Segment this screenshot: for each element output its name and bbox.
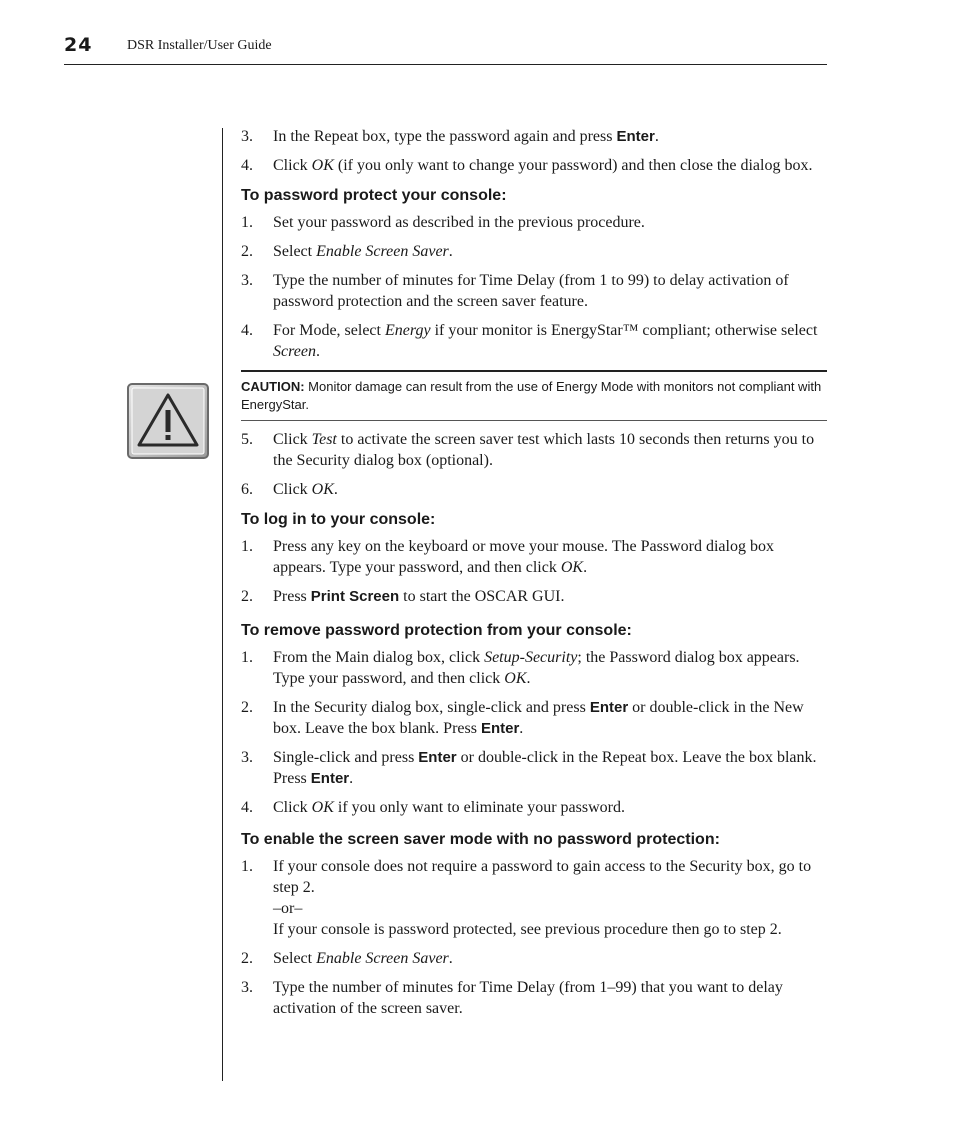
step-text: . bbox=[526, 670, 531, 687]
list-item bbox=[241, 797, 827, 818]
step-text: Click bbox=[273, 799, 312, 816]
step-number: 3. bbox=[241, 272, 253, 289]
step-number: 2. bbox=[241, 699, 253, 716]
list-item bbox=[241, 429, 827, 471]
step-text: . bbox=[519, 720, 524, 737]
key-name: Enter bbox=[310, 770, 350, 787]
step-text: Set your password as described in the previous procedure. bbox=[273, 214, 645, 231]
list-item bbox=[241, 647, 827, 689]
step-text: . bbox=[448, 950, 453, 967]
list-item bbox=[241, 320, 827, 362]
step-number: 1. bbox=[241, 858, 253, 875]
key-name: Enter bbox=[480, 720, 520, 737]
list-item bbox=[241, 697, 827, 739]
step-text: . bbox=[349, 770, 354, 787]
key-name: Enter bbox=[589, 699, 629, 716]
step-number: 2. bbox=[241, 950, 253, 967]
step-text: Single-click and press bbox=[273, 749, 419, 766]
step-text: From the Main dialog box, click bbox=[273, 649, 485, 666]
step-text: In the Security dialog box, single-click and press bbox=[273, 699, 590, 716]
step-number: 4. bbox=[241, 157, 253, 174]
step-text: . bbox=[448, 243, 453, 260]
step-text: ; the Password dialog box appears. Type your password, and then click bbox=[273, 649, 800, 687]
step-text: to start the OSCAR GUI. bbox=[399, 588, 565, 605]
list-item bbox=[241, 212, 827, 233]
list-item bbox=[241, 241, 827, 262]
step-text: . bbox=[315, 343, 320, 360]
step-text: or double-click in the Repeat box. Leave the box blank. Press bbox=[273, 749, 817, 787]
ui-term: Screen bbox=[273, 343, 316, 360]
ui-term: OK bbox=[311, 799, 334, 816]
list-item bbox=[241, 270, 827, 312]
step-number: 2. bbox=[241, 588, 253, 605]
step-number: 1. bbox=[241, 538, 253, 555]
step-number: 3. bbox=[241, 749, 253, 766]
step-text: . bbox=[654, 128, 659, 145]
step-text: if your monitor is EnergyStar™ compliant; otherwise select bbox=[430, 322, 818, 339]
section-heading: To enable the screen saver mode with no password protection: bbox=[241, 831, 720, 848]
step-text: Press any key on the keyboard or move your mouse. The Password dialog box appears. Type your password, and then click bbox=[273, 538, 774, 576]
ui-term: Enable Screen Saver bbox=[316, 950, 449, 967]
list-item bbox=[241, 536, 827, 578]
step-number: 4. bbox=[241, 799, 253, 816]
step-text: (if you only want to change your password) and then close the dialog box. bbox=[333, 157, 813, 174]
key-name: Print Screen bbox=[310, 588, 400, 605]
step-text: Click bbox=[273, 431, 312, 448]
step-text: Press bbox=[273, 588, 311, 605]
step-text: Click bbox=[273, 481, 312, 498]
page-content bbox=[241, 126, 827, 1027]
step-number: 4. bbox=[241, 322, 253, 339]
key-name: Enter bbox=[616, 128, 655, 145]
section-heading: To password protect your console: bbox=[241, 187, 507, 204]
ui-term: Enable Screen Saver bbox=[316, 243, 449, 260]
ui-term: Energy bbox=[384, 322, 431, 339]
list-item bbox=[241, 747, 827, 789]
step-text: to activate the screen saver test which lasts 10 seconds then returns you to the Security dialog box (optional). bbox=[273, 431, 815, 469]
caution-note bbox=[241, 370, 827, 421]
key-name: Enter bbox=[418, 749, 457, 766]
step-text: If your console is password protected, see previous procedure then go to step 2. bbox=[273, 921, 782, 938]
list-item bbox=[241, 977, 827, 1019]
step-number: 3. bbox=[241, 979, 253, 996]
caution-warning-icon bbox=[127, 383, 209, 459]
list-item bbox=[241, 126, 827, 147]
margin-rule bbox=[222, 128, 223, 1081]
step-text: if you only want to eliminate your password. bbox=[333, 799, 625, 816]
step-number: 3. bbox=[241, 128, 253, 145]
section-heading: To remove password protection from your console: bbox=[241, 622, 632, 639]
list-item bbox=[241, 479, 827, 500]
step-number: 1. bbox=[241, 214, 253, 231]
list-item bbox=[241, 586, 827, 607]
ui-term: OK bbox=[311, 481, 334, 498]
list-item bbox=[241, 948, 827, 969]
ui-term: Setup-Security bbox=[484, 649, 578, 666]
step-text: Type the number of minutes for Time Delay (from 1–99) that you want to delay activation of the screen saver. bbox=[273, 979, 783, 1017]
step-text: If your console does not require a password to gain access to the Security box, go to step 2. bbox=[273, 858, 812, 896]
ui-term: Test bbox=[311, 431, 337, 448]
or-separator: –or– bbox=[273, 900, 303, 917]
step-number: 1. bbox=[241, 649, 253, 666]
step-text: . bbox=[583, 559, 588, 576]
step-text: Select bbox=[273, 950, 317, 967]
step-number: 2. bbox=[241, 243, 253, 260]
step-text: For Mode, select bbox=[273, 322, 385, 339]
list-item bbox=[241, 856, 827, 940]
caution-label: CAUTION: bbox=[241, 379, 305, 394]
caution-text: Monitor damage can result from the use of Energy Mode with monitors not compliant with EnergyStar. bbox=[241, 379, 822, 412]
step-text: Select bbox=[273, 243, 317, 260]
ui-term: OK bbox=[560, 559, 584, 576]
step-text: Type the number of minutes for Time Delay (from 1 to 99) to delay activation of password protection and the screen saver feature. bbox=[273, 272, 789, 310]
list-item bbox=[241, 155, 827, 176]
step-number: 5. bbox=[241, 431, 253, 448]
step-text: In the Repeat box, type the password again and press bbox=[273, 128, 617, 145]
ui-term: OK bbox=[311, 157, 334, 174]
step-number: 6. bbox=[241, 481, 253, 498]
ui-term: OK bbox=[504, 670, 527, 687]
page-number: 24 bbox=[64, 34, 93, 56]
step-text: Click bbox=[273, 157, 312, 174]
document-title: DSR Installer/User Guide bbox=[127, 38, 272, 53]
step-text: or double-click in the New box. Leave the box blank. Press bbox=[273, 699, 804, 737]
page-header bbox=[64, 34, 827, 65]
step-text: . bbox=[333, 481, 338, 498]
section-heading: To log in to your console: bbox=[241, 511, 436, 528]
